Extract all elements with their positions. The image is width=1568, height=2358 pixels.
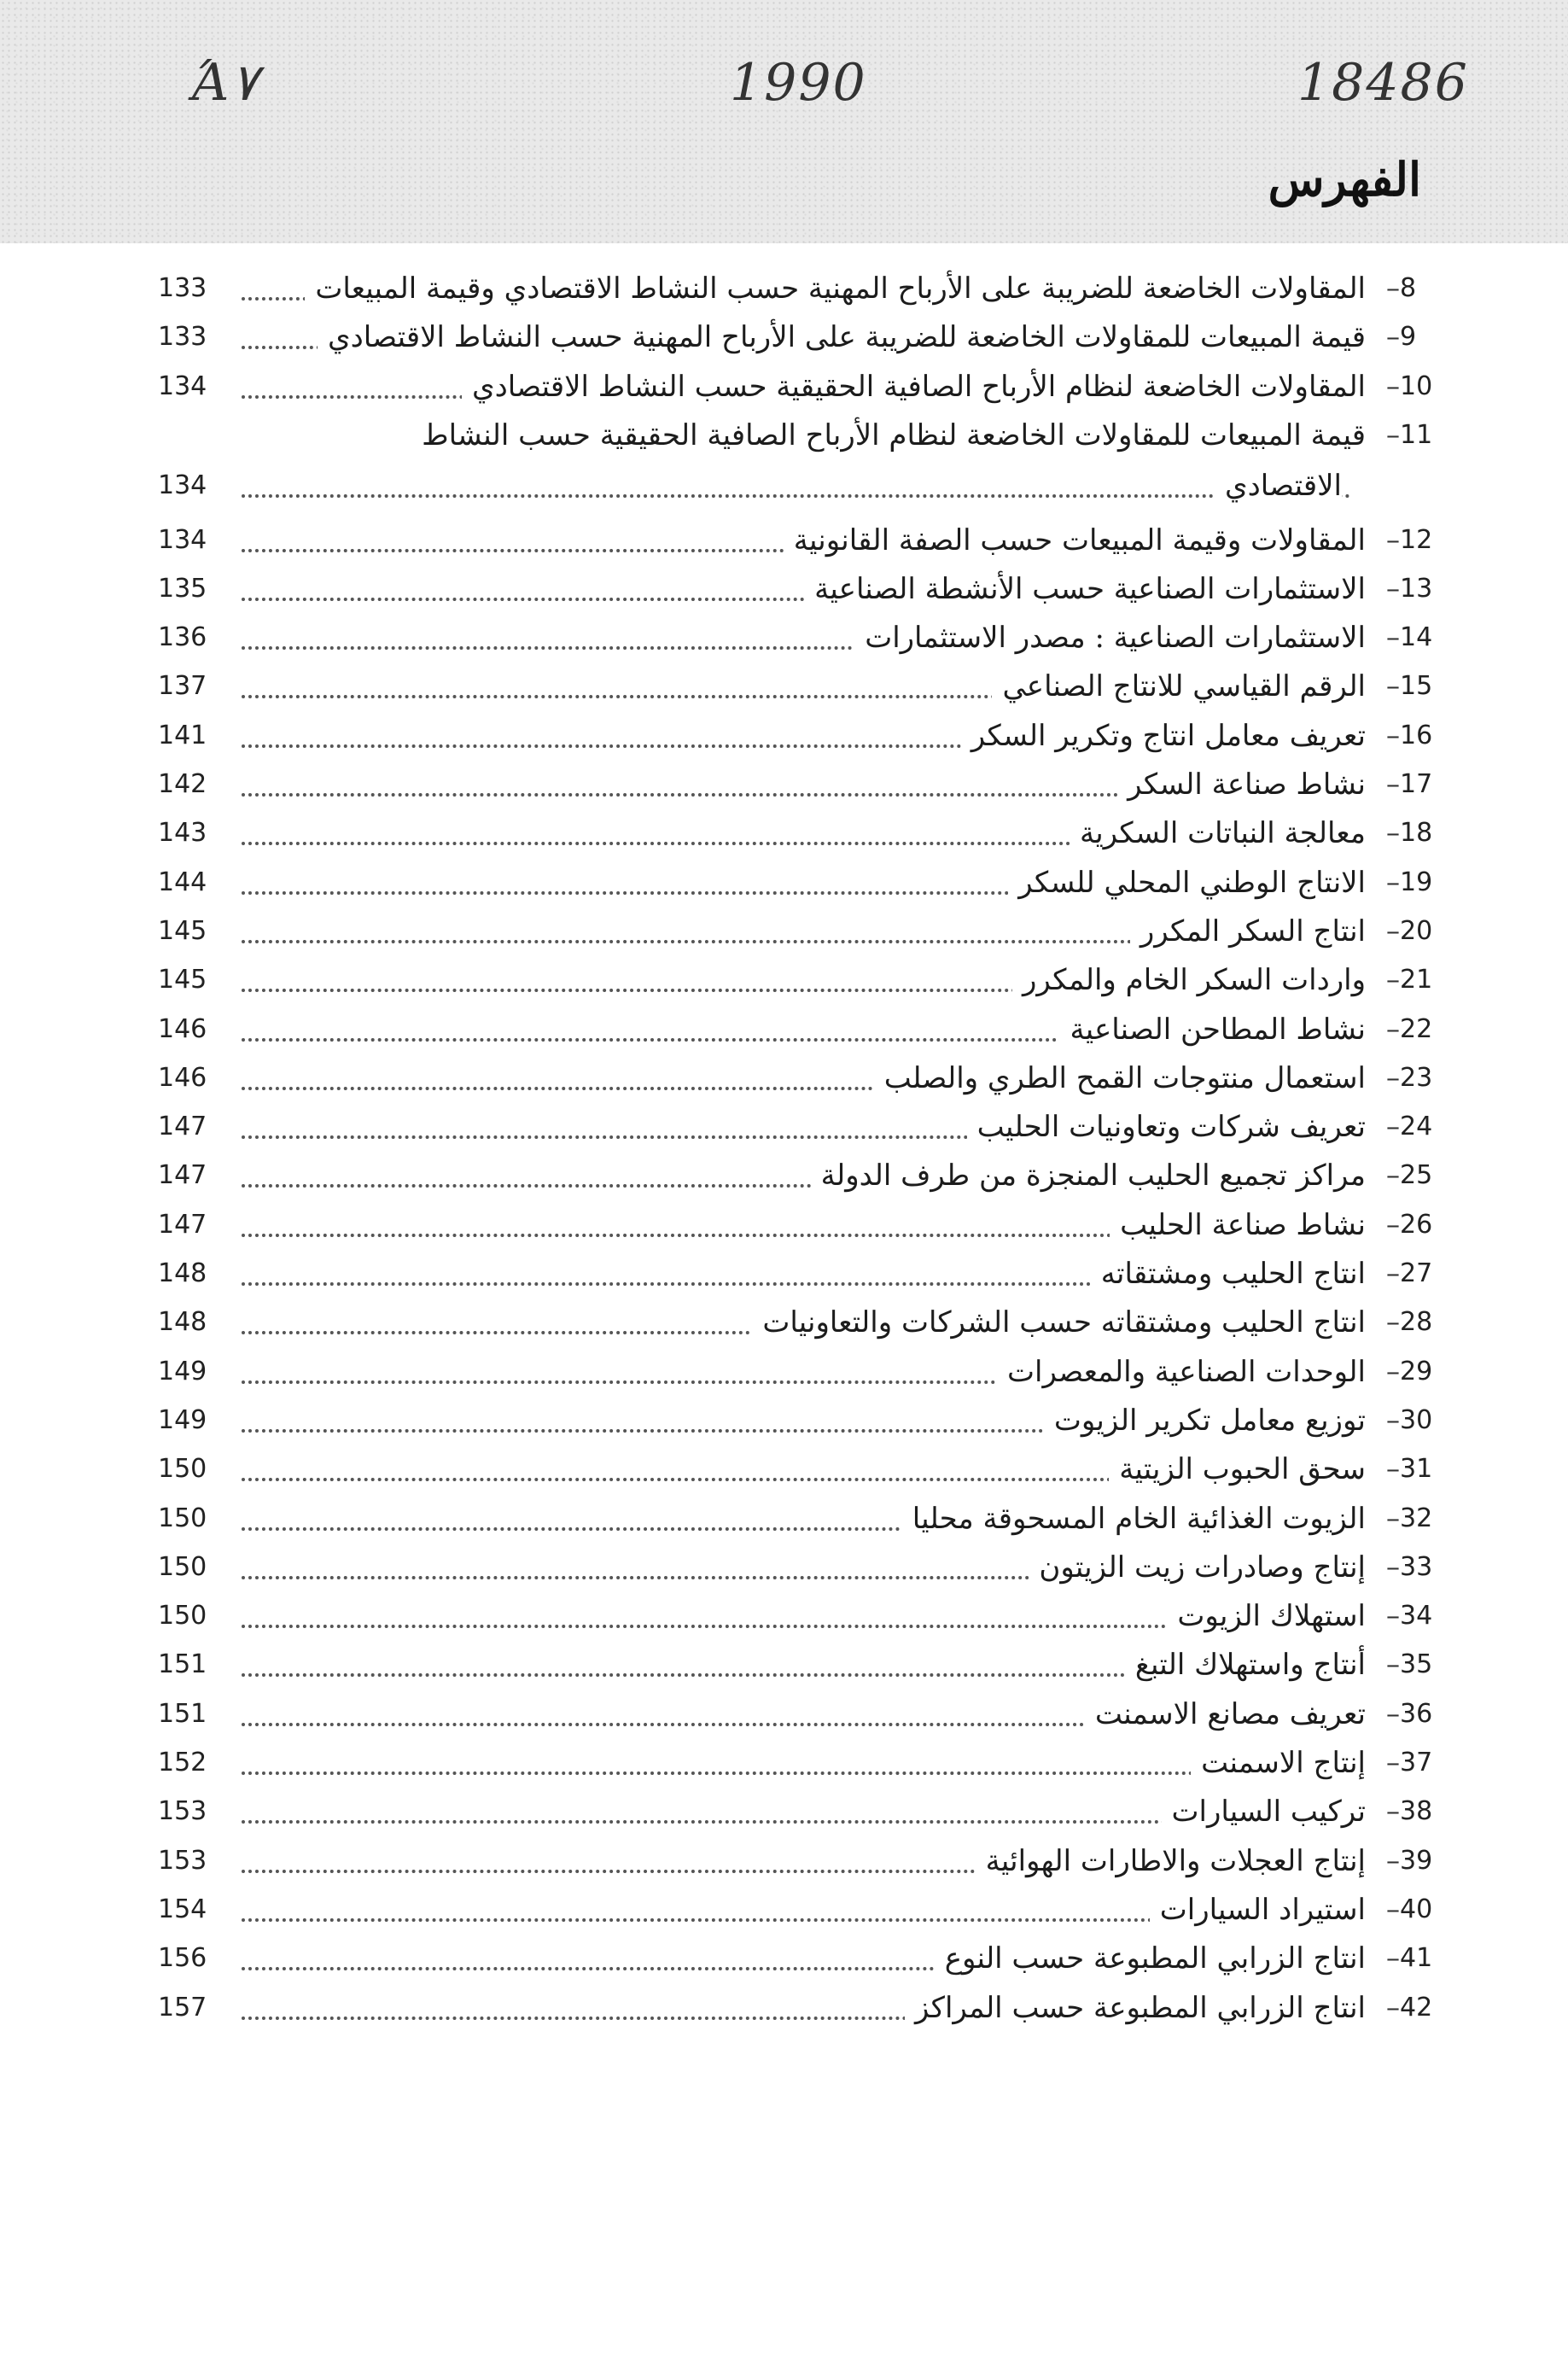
toc-entry — [158, 1643, 1444, 1697]
toc-entry — [158, 1741, 1444, 1795]
entry-title: إنتاج وصادرات زيت الزيتون — [1029, 1545, 1366, 1590]
entry-number: 24 — [1400, 1112, 1433, 1142]
entry-number: 32 — [1400, 1503, 1433, 1533]
toc-entry — [158, 811, 1444, 866]
entry-title: الانتاج الوطني المحلي للسكر — [1008, 861, 1366, 905]
entry-dash: – — [1386, 768, 1400, 800]
toc-entry — [158, 1105, 1444, 1159]
entry-page-number: 144 — [158, 867, 207, 897]
entry-number: 40 — [1400, 1894, 1433, 1924]
toc-entry — [158, 714, 1444, 768]
entry-page-number: 147 — [158, 1209, 207, 1240]
toc-entry — [158, 413, 1444, 468]
entry-title: استهلاك الزيوت — [1167, 1594, 1366, 1638]
entry-title: توزيع معامل تكرير الزيوت — [1044, 1398, 1366, 1443]
handwritten-note-center: 1990 — [730, 53, 867, 113]
entry-title: واردات السكر الخام والمكرر — [1012, 958, 1366, 1002]
entry-dash: – — [1386, 1550, 1400, 1583]
toc-entry — [158, 1007, 1444, 1062]
entry-page-number: 151 — [158, 1649, 207, 1680]
toc-entry — [158, 861, 1444, 915]
entry-page-number: 148 — [158, 1307, 207, 1338]
entry-title: المقاولات الخاضعة للضريبة على الأرباح المهنية حسب النشاط الاقتصادي وقيمة المبيعات — [305, 266, 1366, 311]
entry-title: انتاج السكر المكرر — [1130, 909, 1366, 954]
entry-dash: – — [1386, 522, 1400, 556]
entry-title: إنتاج الاسمنت — [1191, 1741, 1366, 1785]
entry-page-number: 148 — [158, 1258, 207, 1288]
entry-number: 33 — [1400, 1551, 1433, 1582]
toc-entry — [158, 1789, 1444, 1844]
entry-page-number: 142 — [158, 769, 207, 799]
entry-page-number: 134 — [158, 371, 207, 401]
entry-number: 12 — [1400, 524, 1433, 555]
entry-dash: – — [1386, 1843, 1400, 1876]
toc-entry — [158, 1300, 1444, 1355]
entry-dash: – — [1386, 669, 1400, 703]
toc-entry — [158, 365, 1444, 419]
entry-number: 17 — [1400, 769, 1433, 799]
entry-dash: – — [1386, 417, 1400, 451]
toc-entry — [158, 909, 1444, 964]
entry-dash: – — [1386, 1892, 1400, 1925]
entry-title: أنتاج واستهلاك التبغ — [1125, 1643, 1366, 1687]
entry-dash: – — [1386, 1696, 1400, 1730]
entry-page-number: 145 — [158, 915, 207, 946]
entry-title: معالجة النباتات السكرية — [1070, 811, 1366, 855]
entry-title: الاستثمارات الصناعية : مصدر الاستثمارات — [854, 616, 1366, 660]
entry-page-number: 133 — [158, 322, 207, 353]
toc-entry — [158, 1839, 1444, 1894]
entry-number: 9 — [1400, 322, 1417, 353]
entry-dash: – — [1386, 1012, 1400, 1045]
entry-dash: – — [1386, 865, 1400, 898]
toc-entry — [158, 1252, 1444, 1306]
entry-number: 34 — [1400, 1601, 1433, 1631]
entry-number: 11 — [1400, 419, 1433, 450]
entry-number: 29 — [1400, 1356, 1433, 1386]
dot-leader — [242, 494, 1350, 498]
entry-dash: – — [1386, 1257, 1400, 1289]
entry-dash: – — [1386, 1110, 1400, 1143]
entry-page-number: 145 — [158, 965, 207, 995]
handwritten-note-left: Ά٧ — [192, 53, 259, 113]
entry-dash: – — [1386, 571, 1400, 604]
entry-number: 13 — [1400, 573, 1433, 604]
entry-page-number: 153 — [158, 1796, 207, 1827]
entry-page-number: 154 — [158, 1894, 207, 1924]
entry-title: قيمة المبيعات للمقاولات الخاضعة لنظام الأرباح الصافية الحقيقية حسب النشاط — [411, 413, 1366, 458]
entry-title: الوحدات الصناعية والمعصرات — [997, 1350, 1366, 1394]
entry-number: 36 — [1400, 1698, 1433, 1729]
toc-entry — [158, 1350, 1444, 1404]
entry-title: تركيب السيارات — [1162, 1789, 1367, 1834]
entry-dash: – — [1386, 816, 1400, 849]
entry-page-number: 150 — [158, 1503, 207, 1533]
entry-number: 23 — [1400, 1062, 1433, 1093]
entry-dash: – — [1386, 1746, 1400, 1778]
entry-number: 16 — [1400, 720, 1433, 750]
entry-page-number: 157 — [158, 1992, 207, 2022]
entry-dash: – — [1386, 320, 1400, 353]
entry-number: 21 — [1400, 965, 1433, 995]
entry-dash: – — [1386, 1159, 1400, 1192]
entry-number: 39 — [1400, 1845, 1433, 1876]
entry-title: تعريف مصانع الاسمنت — [1085, 1692, 1366, 1736]
entry-dash: – — [1386, 1648, 1400, 1681]
entry-title: استيراد السيارات — [1150, 1888, 1366, 1932]
entry-number: 18 — [1400, 818, 1433, 849]
toc-entry — [158, 616, 1444, 670]
entry-title: الرقم القياسي للانتاج الصناعي — [992, 664, 1366, 709]
entry-title: نشاط صناعة السكر — [1117, 762, 1366, 807]
entry-number: 26 — [1400, 1209, 1433, 1240]
entry-dash: – — [1386, 621, 1400, 654]
entry-page-number: 149 — [158, 1404, 207, 1435]
entry-dash: – — [1386, 1060, 1400, 1094]
entry-page-number: 156 — [158, 1943, 207, 1974]
entry-dash: – — [1386, 1599, 1400, 1632]
entry-title: نشاط صناعة الحليب — [1110, 1203, 1366, 1247]
entry-title: قيمة المبيعات للمقاولات الخاضعة للضريبة على الأرباح المهنية حسب النشاط الاقتصادي — [318, 315, 1366, 359]
toc-entry — [158, 1497, 1444, 1551]
entry-number: 42 — [1400, 1992, 1433, 2022]
dot-leader — [242, 1771, 1350, 1775]
entry-dash: – — [1386, 1452, 1400, 1485]
entry-dash: – — [1386, 1305, 1400, 1339]
entry-title: تعريف معامل انتاج وتكرير السكر — [961, 714, 1366, 758]
entry-dash: – — [1386, 1354, 1400, 1387]
toc-entry — [158, 1447, 1444, 1502]
entry-title: تعريف شركات وتعاونيات الحليب — [967, 1105, 1366, 1149]
toc-entry — [158, 1986, 1444, 2040]
entry-page-number: 150 — [158, 1601, 207, 1631]
entry-page-number: 136 — [158, 622, 207, 653]
entry-title: انتاج الزرابي المطبوعة حسب النوع — [935, 1936, 1366, 1981]
entry-number: 41 — [1400, 1943, 1433, 1974]
toc-entry — [158, 1936, 1444, 1991]
toc-entry — [158, 518, 1444, 573]
entry-number: 27 — [1400, 1258, 1433, 1288]
entry-page-number: 133 — [158, 273, 207, 303]
entry-number: 28 — [1400, 1307, 1433, 1338]
toc-entry — [158, 1594, 1444, 1649]
entry-page-number: 143 — [158, 818, 207, 849]
entry-page-number: 135 — [158, 573, 207, 604]
entry-number: 22 — [1400, 1013, 1433, 1044]
entry-title: انتاج الحليب ومشتقاته حسب الشركات والتعاونيات — [752, 1300, 1366, 1345]
toc-entry — [158, 567, 1444, 622]
toc-entry — [158, 315, 1444, 370]
entry-dash: – — [1386, 369, 1400, 402]
entry-number: 35 — [1400, 1649, 1433, 1680]
entry-title-continuation: الاقتصادي — [1215, 464, 1342, 508]
toc-entry — [158, 762, 1444, 817]
toc-entry — [158, 1692, 1444, 1747]
entry-number: 38 — [1400, 1796, 1433, 1827]
toc-entry — [158, 1888, 1444, 1942]
entry-dash: – — [1386, 1941, 1400, 1975]
entry-number: 10 — [1400, 371, 1433, 401]
entry-title: المقاولات وقيمة المبيعات حسب الصفة القانونية — [784, 518, 1366, 563]
entry-page-number: 147 — [158, 1112, 207, 1142]
entry-page-number: 141 — [158, 720, 207, 750]
toc-entry — [158, 1398, 1444, 1453]
entry-number: 8 — [1400, 273, 1417, 303]
toc-entry-continuation — [158, 464, 1444, 518]
entry-number: 31 — [1400, 1454, 1433, 1485]
entry-dash: – — [1386, 913, 1400, 947]
entry-dash: – — [1386, 963, 1400, 996]
entry-page-number: 152 — [158, 1748, 207, 1777]
entry-title: سحق الحبوب الزيتية — [1109, 1447, 1366, 1491]
toc-entry — [158, 1545, 1444, 1600]
entry-title: انتاج الحليب ومشتقاته — [1091, 1252, 1366, 1296]
entry-title: الاستثمارات الصناعية حسب الأنشطة الصناعية — [804, 567, 1366, 611]
entry-title: مراكز تجميع الحليب المنجزة من طرف الدولة — [811, 1153, 1366, 1198]
entry-page-number: 134 — [158, 470, 207, 501]
entry-page-number: 146 — [158, 1013, 207, 1044]
entry-number: 15 — [1400, 671, 1433, 702]
entry-dash: – — [1386, 1990, 1400, 2023]
entry-page-number: 150 — [158, 1454, 207, 1485]
entry-page-number: 153 — [158, 1845, 207, 1876]
page-title: الفهرس — [1268, 152, 1421, 207]
entry-title: نشاط المطاحن الصناعية — [1059, 1007, 1366, 1052]
entry-page-number: 151 — [158, 1698, 207, 1729]
entry-title: انتاج الزرابي المطبوعة حسب المراكز — [905, 1986, 1366, 2030]
toc-entry — [158, 664, 1444, 719]
entry-dash: – — [1386, 1501, 1400, 1534]
entry-title: الزيوت الغذائية الخام المسحوقة محليا — [902, 1497, 1366, 1541]
entry-number: 20 — [1400, 915, 1433, 946]
toc-entry — [158, 1203, 1444, 1258]
entry-dash: – — [1386, 718, 1400, 751]
entry-title: المقاولات الخاضعة لنظام الأرباح الصافية الحقيقية حسب النشاط الاقتصادي — [462, 365, 1366, 409]
entry-title: إنتاج العجلات والاطارات الهوائية — [976, 1839, 1366, 1883]
entry-page-number: 146 — [158, 1062, 207, 1093]
entry-page-number: 147 — [158, 1160, 207, 1191]
entry-number: 19 — [1400, 867, 1433, 897]
toc-entry — [158, 1153, 1444, 1208]
entry-page-number: 134 — [158, 524, 207, 555]
entry-number: 30 — [1400, 1404, 1433, 1435]
entry-page-number: 149 — [158, 1356, 207, 1386]
entry-dash: – — [1386, 1795, 1400, 1828]
toc-entry — [158, 958, 1444, 1013]
entry-dash: – — [1386, 271, 1400, 304]
entry-number: 37 — [1400, 1748, 1433, 1777]
entry-page-number: 137 — [158, 671, 207, 702]
handwritten-note-right: 18486 — [1297, 53, 1469, 113]
toc-entry — [158, 1056, 1444, 1111]
entry-dash: – — [1386, 1403, 1400, 1436]
entry-title: استعمال منتوجات القمح الطري والصلب — [874, 1056, 1366, 1100]
entry-page-number: 150 — [158, 1551, 207, 1582]
entry-number: 14 — [1400, 622, 1433, 653]
toc-entry — [158, 266, 1444, 321]
entry-number: 25 — [1400, 1160, 1433, 1191]
scanned-header-band — [0, 0, 1568, 243]
entry-dash: – — [1386, 1207, 1400, 1240]
